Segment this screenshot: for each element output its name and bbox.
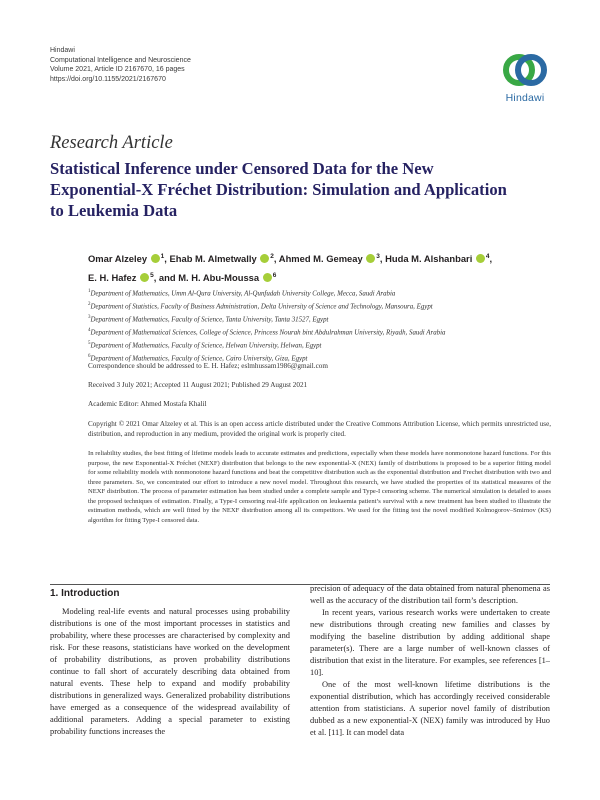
- orcid-icon[interactable]: [366, 254, 375, 263]
- orcid-icon[interactable]: [263, 273, 272, 282]
- dates-line: Received 3 July 2021; Accepted 11 August 2021; Published 29 August 2021: [88, 381, 308, 389]
- affiliation-number: 5: [88, 341, 91, 346]
- author-affiliation-number: 2: [270, 253, 274, 260]
- affiliation-number: 3: [88, 315, 91, 320]
- left-column: [50, 606, 290, 738]
- affiliation-item: [88, 313, 568, 326]
- journal-meta: [50, 46, 191, 84]
- author-connector: and: [158, 272, 176, 284]
- author-list: Omar Alzeley $^1$, Ehab M. Almetwally $^2$, Ahmed M. Gemeay $^3$, Huda M. Alshanbari $^4$, E. H. Hafez $^5$, and M. H. Abu-Moussa $^6$: [88, 253, 493, 284]
- paragraph: One of the most well-known lifetime distributions is the exponential distribution, which has accordingly received considerable attention from statisticians. A superior novel family of distribution dubbed as a new exponential-X (NEX) family was introduced by Huo et al. [11]. It can model data: [310, 680, 550, 737]
- correspondence-line: Correspondence should be addressed to E. H. Hafez; eslmhussam1986@gmail.com: [88, 362, 328, 370]
- affiliation-text: Department of Mathematics, Faculty of Science, Tanta University, Tanta 31527, Egypt: [90, 316, 329, 324]
- author-name: M. H. Abu-Moussa: [178, 272, 260, 284]
- logo-word: Hindawi: [505, 92, 545, 104]
- publisher-name: Hindawi: [50, 47, 75, 54]
- orcid-icon[interactable]: [476, 254, 485, 263]
- abstract: In reliability studies, the best fitting of lifetime models leads to accurate estimates and predictions, especially when these models have nonmonotone hazard functions. For this purpose, the new Exponential-X Fréchet (NEXF) distribution that belongs to the new exponential-X (NEX) family of distributions is proposed to be a superior fitting model for some reliability models with nonmonotone hazard functions and beat the competitive distribution such as the exponential distribution and Frechet distribution with two and three parameters. So, we concentrated our effort to introduce a new novel model. Throughout this research, we have studied the properties of its statistical measures of the NEXF distribution. The process of parameter estimation has been studied under a complete sample and Type-I censoring scheme. The numerical simulation is detailed to asses the proposed techniques of estimation. Finally, a Type-I censoring real-life application on leukaemia patient’s survival with a new treatment has been studied to illustrate the estimation methods, which are well fitted by the NEXF distribution among all its competitors. We used for the fitting test the novel modified Kolmogorov–Smirnov (KS) algorithm for fitting Type-I censored data.: [88, 450, 551, 524]
- author-name: Omar Alzeley: [88, 253, 148, 265]
- author-name: Ehab M. Almetwally: [169, 253, 257, 265]
- paragraph: Modeling real-life events and natural processes using probability distributions is one of the most important processes in statistics and probability, where these processes are characterised by complexity and risk. For these reasons, statisticians have worked on the development of probability distributions, as proven probability distributions continue to fall short of accurately describing data obtained from natural events. These help to expand and modify probability distributions in generalized ways. Generalized probability distributions have emerged as a consequence of the widespread availability of additional parameters. Adding a special parameter to existing probability functions increases the: [50, 607, 290, 736]
- article-type: Research Article: [50, 133, 173, 153]
- affiliation-item: [88, 326, 568, 339]
- author-name: Ahmed M. Gemeay: [278, 253, 363, 265]
- affiliation-text: Department of Mathematics, Umm Al-Qura University, Al-Qunfudah University College, Mecca, Saudi Arabia: [90, 290, 396, 298]
- affiliation-text: Department of Mathematics, Faculty of Science, Cairo University, Giza, Egypt: [90, 355, 308, 363]
- affiliation-text: Department of Mathematical Sciences, College of Science, Princess Nourah bint Abdulrahman University, Riyadh, Saudi Arabia: [90, 329, 446, 337]
- right-column: [310, 583, 550, 739]
- author-affiliation-number: 3: [376, 253, 380, 260]
- journal-name: Computational Intelligence and Neuroscience: [50, 56, 191, 64]
- copyright-notice: Copyright © 2021 Omar Alzeley et al. This is an open access article distributed under the Creative Commons Attribution License, which permits unrestricted use, distribution, and reproduction in any medium, provided the original work is properly cited.: [88, 420, 551, 439]
- affiliation-text: Department of Statistics, Faculty of Business Administration, Delta University of Science and Technology, Mansoura, Egypt: [90, 303, 433, 311]
- author-affiliation-number: 5: [150, 272, 154, 280]
- affiliation-item: [88, 287, 568, 300]
- affiliation-text: Department of Mathematics, Faculty of Science, Helwan University, Helwan, Egypt: [90, 342, 322, 350]
- affiliation-list: [88, 287, 568, 365]
- volume-line: Volume 2021, Article ID 2167670, 16 pages: [50, 66, 185, 74]
- author-name: Huda M. Alshanbari: [385, 253, 473, 265]
- affiliation-number: 2: [88, 302, 91, 307]
- paragraph: precision of adequacy of the data obtained from natural phenomena as well as the accuracy of the distribution tail form’s description.: [310, 584, 550, 605]
- author-affiliation-number: 1: [160, 253, 165, 260]
- orcid-icon[interactable]: [140, 273, 149, 282]
- author-affiliation-number: 6: [272, 272, 277, 280]
- doi-link[interactable]: https://doi.org/10.1155/2021/2167670: [50, 75, 166, 83]
- author-name: E. H. Hafez: [88, 272, 137, 284]
- affiliation-number: 4: [88, 328, 91, 333]
- affiliation-item: [88, 339, 568, 352]
- paragraph: In recent years, various research works were undertaken to create new distributions through creating new families and classes by modifying the baseline distribution by adding additional shape parameter(s). There are a large number of well-known classes of distribution that exist in the literature. For examples, see references [1–10].: [310, 608, 550, 677]
- article-title: Statistical Inference under Censored Data for the New Exponential-X Fréchet Distribution: Simulation and Application to Leukemia Data: [50, 159, 507, 220]
- affiliation-number: 6: [88, 354, 91, 359]
- orcid-icon[interactable]: [151, 254, 160, 263]
- author-affiliation-number: 4: [485, 253, 490, 260]
- editor-line: Academic Editor: Ahmed Mostafa Khalil: [88, 400, 207, 408]
- orcid-icon[interactable]: [260, 254, 269, 263]
- section-heading: 1. Introduction: [50, 588, 120, 599]
- affiliation-number: 1: [88, 289, 91, 294]
- affiliation-item: [88, 300, 568, 313]
